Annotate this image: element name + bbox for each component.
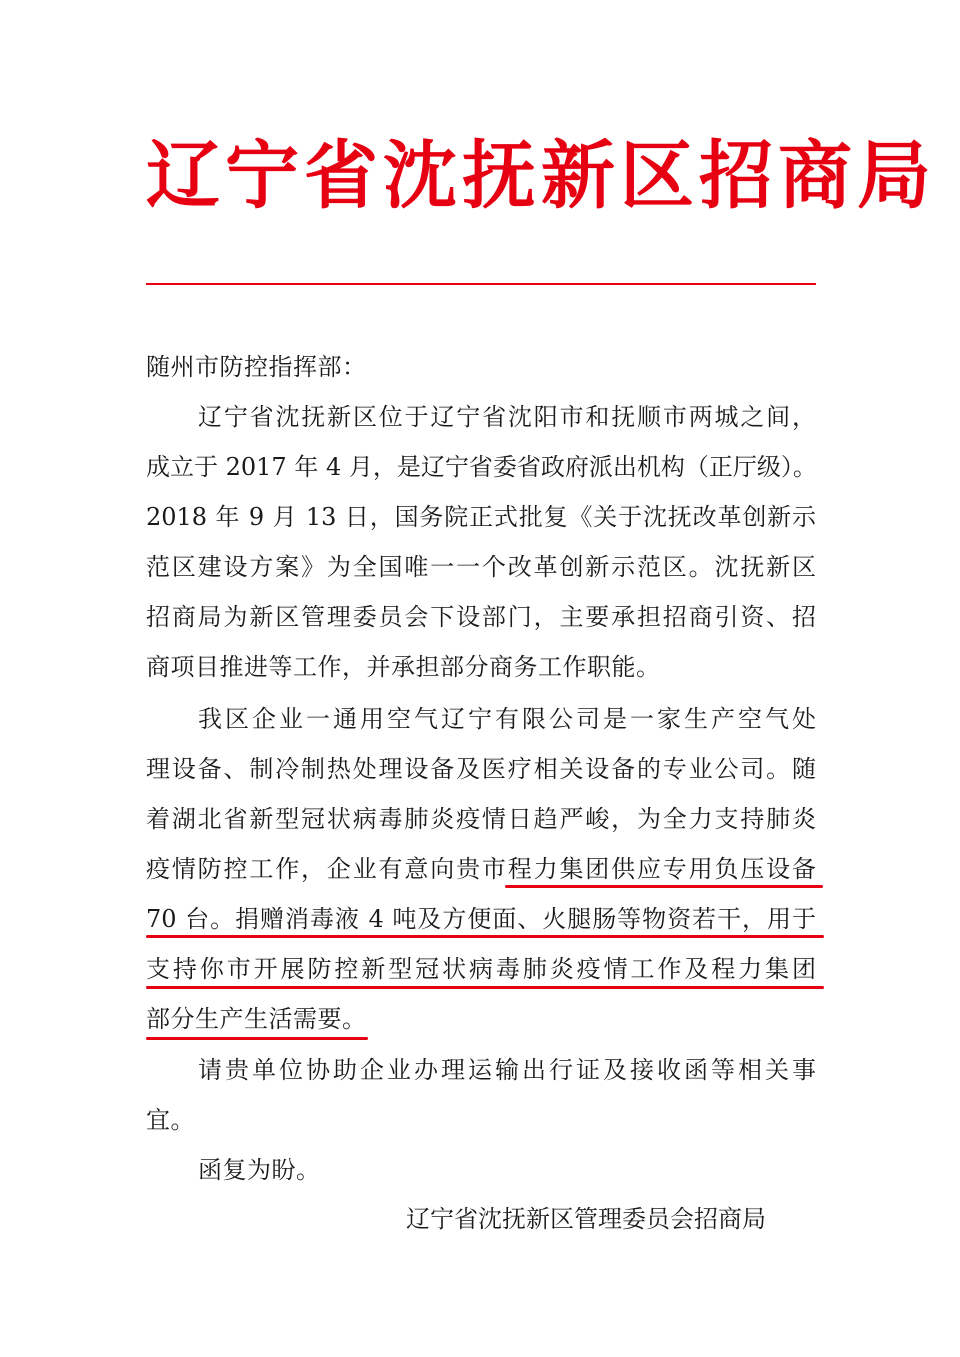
body-line: 2018 年 9 月 13 日，国务院正式批复《关于沈抚改革创新示 [146,503,816,531]
body-line: 支持你市开展防控新型冠状病毒肺炎疫情工作及程力集团 [146,955,816,983]
body-line: 宜。 [146,1106,195,1134]
closing-line: 函复为盼。 [198,1156,321,1184]
letterhead-red-rule [146,283,816,285]
body-line: 范区建设方案》为全国唯一一个改革创新示范区。沈抚新区 [146,553,816,581]
body-line: 疫情防控工作，企业有意向贵市程力集团供应专用负压设备 [146,855,816,883]
salutation: 随州市防控指挥部： [146,353,367,381]
highlight-underline [146,986,824,989]
body-line: 成立于 2017 年 4 月，是辽宁省委省政府派出机构（正厅级）。 [146,453,817,481]
body-line: 招商局为新区管理委员会下设部门，主要承担招商引资、招 [146,603,816,631]
body-line: 商项目推进等工作，并承担部分商务工作职能。 [146,653,661,681]
body-line: 辽宁省沈抚新区位于辽宁省沈阳市和抚顺市两城之间， [198,403,816,431]
highlight-underline [505,885,823,888]
body-line: 着湖北省新型冠状病毒肺炎疫情日趋严峻，为全力支持肺炎 [146,805,816,833]
body-line: 理设备、制冷制热处理设备及医疗相关设备的专业公司。随 [146,755,816,783]
body-line: 70 台。捐赠消毒液 4 吨及方便面、火腿肠等物资若干，用于 [146,905,816,933]
highlight-underline [146,1037,368,1040]
body-line: 我区企业一通用空气辽宁有限公司是一家生产空气处 [198,705,816,733]
letterhead-title: 辽宁省沈抚新区招商局 [146,133,936,219]
highlight-underline [146,935,824,938]
body-line: 部分生产生活需要。 [146,1005,367,1033]
body-line: 请贵单位协助企业办理运输出行证及接收函等相关事 [198,1056,816,1084]
signature: 辽宁省沈抚新区管理委员会招商局 [406,1205,766,1233]
